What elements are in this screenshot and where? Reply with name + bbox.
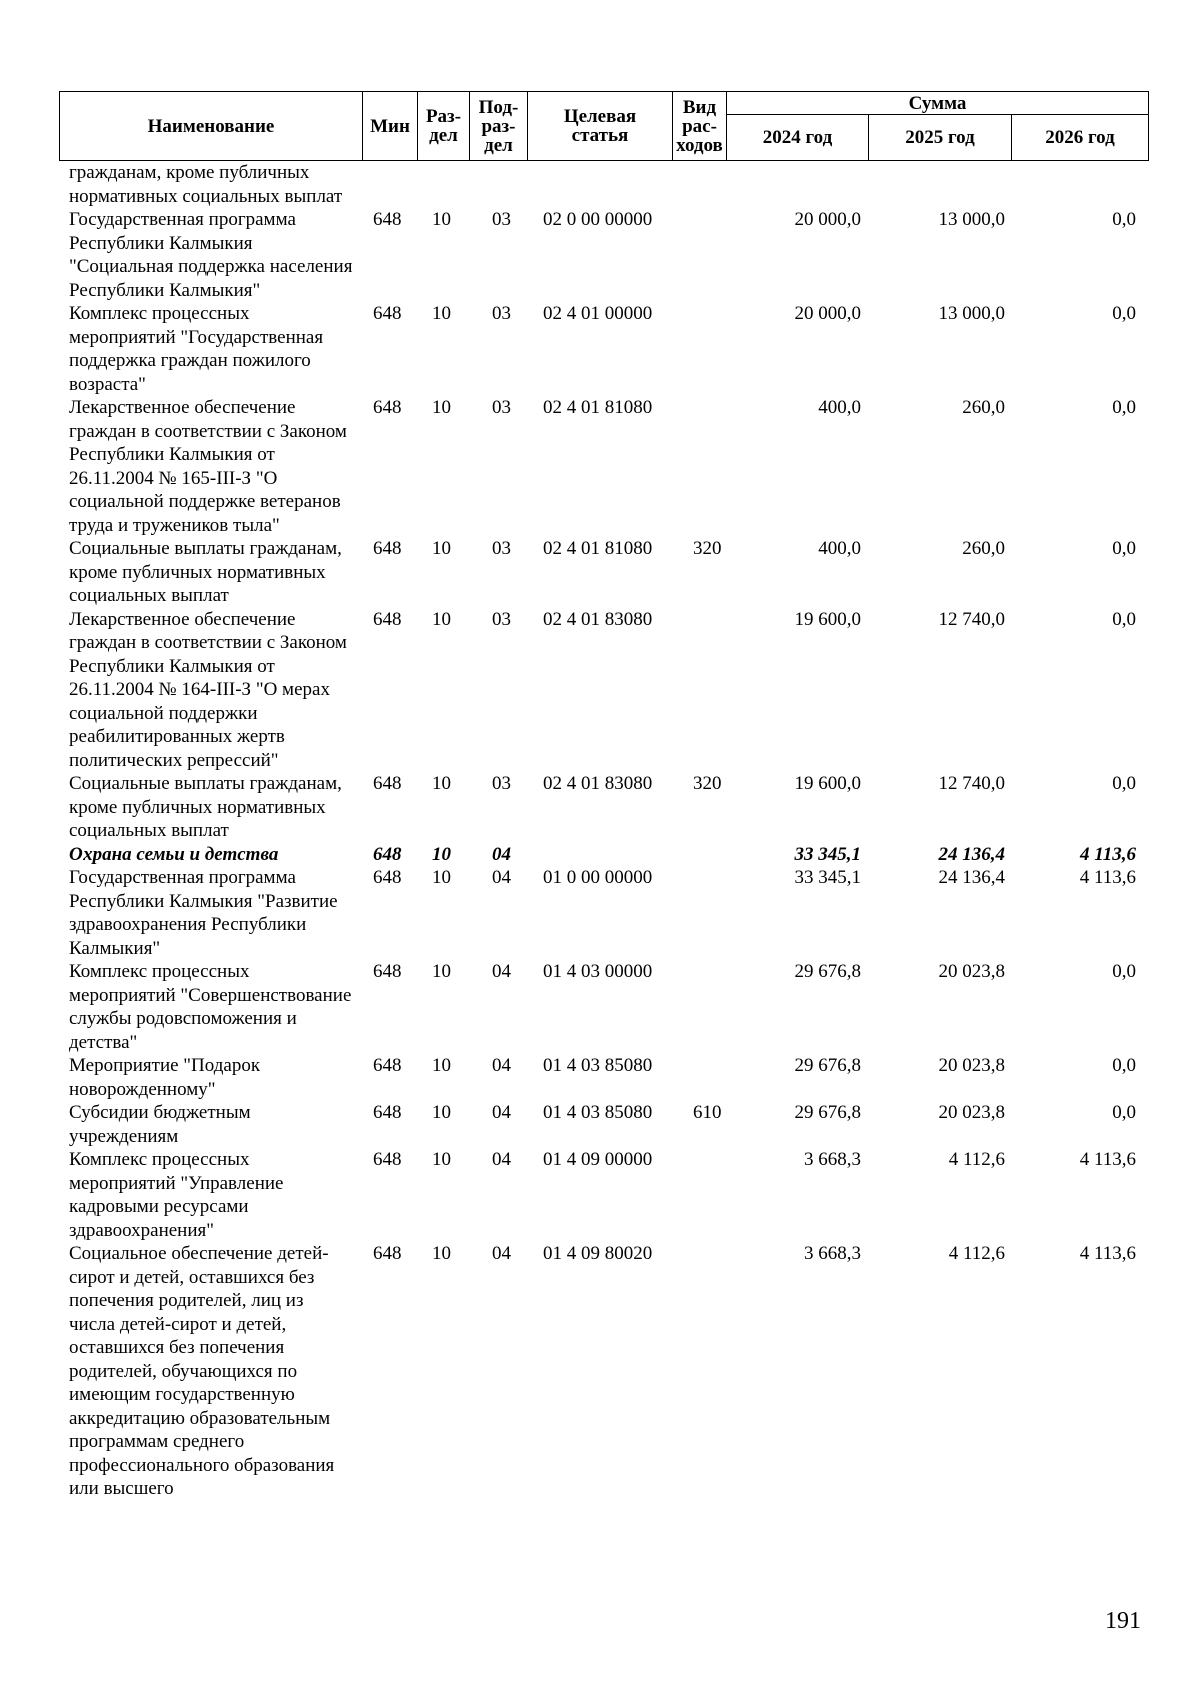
- amount-2026-cell: 0,0: [1112, 961, 1136, 982]
- min-cell: 648: [373, 397, 402, 418]
- header-vid: Вид рас- ходов: [673, 92, 727, 161]
- celevaya-cell: 01 4 03 85080: [543, 1102, 653, 1123]
- amount-2026-cell: 0,0: [1112, 773, 1136, 794]
- razdel-cell: 10: [432, 1149, 451, 1170]
- table-row: [59, 208, 1148, 302]
- min-cell: 648: [373, 608, 402, 630]
- razdel-cell: 10: [432, 961, 451, 982]
- min-cell: 648: [373, 1243, 402, 1264]
- table-row: [59, 608, 1148, 773]
- page-number: 191: [1105, 1608, 1141, 1634]
- celevaya-cell: 02 4 01 83080: [543, 773, 653, 794]
- podrazdel-cell: 04: [492, 1149, 511, 1170]
- header-2026: 2026 год: [1012, 115, 1149, 161]
- amount-2026-cell: 0,0: [1112, 397, 1136, 418]
- table-body: [59, 161, 1148, 1501]
- razdel-cell: 10: [432, 1055, 451, 1076]
- table-row: [59, 1148, 1148, 1242]
- amount-2026-cell: 4 113,6: [1079, 1243, 1136, 1264]
- min-cell: 648: [373, 1149, 402, 1170]
- name-cell: Охрана семьи и детства: [69, 843, 279, 865]
- podrazdel-cell: 04: [492, 1055, 511, 1076]
- amount-2024-cell: 20 000,0: [794, 209, 861, 230]
- name-cell: Комплекс процессных мероприятий "Управление кадровыми ресурсами здравоохранения": [69, 1149, 284, 1241]
- podrazdel-cell: 03: [492, 303, 511, 324]
- table-row: [59, 1101, 1148, 1148]
- amount-2026-cell: 0,0: [1112, 209, 1136, 230]
- name-cell: Комплекс процессных мероприятий "Совершенствование службы родовспоможения и детства": [69, 961, 352, 1053]
- amount-2026-cell: 4 113,6: [1079, 867, 1136, 888]
- amount-2026-cell: 0,0: [1112, 608, 1136, 630]
- razdel-cell: 10: [432, 209, 451, 230]
- amount-2025-cell: 4 112,6: [948, 1149, 1005, 1170]
- amount-2024-cell: 400,0: [818, 538, 861, 559]
- min-cell: 648: [373, 867, 402, 888]
- table-row: [59, 866, 1148, 960]
- celevaya-cell: 01 0 00 00000: [543, 867, 653, 888]
- min-cell: 648: [373, 209, 402, 230]
- razdel-cell: 10: [432, 608, 451, 630]
- razdel-cell: 10: [432, 1243, 451, 1264]
- header-summa: Сумма: [727, 92, 1149, 115]
- amount-2024-cell: 19 600,0: [794, 608, 861, 630]
- table-row: [59, 302, 1148, 396]
- min-cell: 648: [373, 303, 402, 324]
- celevaya-cell: 02 4 01 83080: [543, 608, 653, 630]
- amount-2025-cell: 24 136,4: [938, 867, 1005, 888]
- podrazdel-cell: 03: [492, 538, 511, 559]
- header-2024: 2024 год: [727, 115, 869, 161]
- vid-cell: 320: [693, 538, 722, 559]
- amount-2024-cell: 29 676,8: [794, 961, 861, 982]
- razdel-cell: 10: [432, 303, 451, 324]
- razdel-cell: 10: [432, 773, 451, 794]
- amount-2025-cell: 20 023,8: [938, 1102, 1005, 1123]
- header-2025: 2025 год: [869, 115, 1012, 161]
- table-row: [59, 537, 1148, 608]
- name-cell: Государственная программа Республики Калмыкия "Социальная поддержка населения Республики Калмыкия": [69, 209, 353, 301]
- amount-2024-cell: 29 676,8: [794, 1102, 861, 1123]
- header-podrazdel: Под- раз- дел: [470, 92, 528, 161]
- celevaya-cell: 01 4 09 00000: [543, 1149, 653, 1170]
- podrazdel-cell: 04: [492, 843, 511, 865]
- amount-2026-cell: 0,0: [1112, 1102, 1136, 1123]
- amount-2024-cell: 400,0: [818, 397, 861, 418]
- amount-2025-cell: 12 740,0: [938, 773, 1005, 794]
- table-header: [59, 91, 1149, 161]
- podrazdel-cell: 03: [492, 209, 511, 230]
- amount-2025-cell: 12 740,0: [938, 608, 1005, 630]
- amount-2024-cell: 29 676,8: [794, 1055, 861, 1076]
- podrazdel-cell: 03: [492, 773, 511, 794]
- amount-2025-cell: 260,0: [962, 397, 1005, 418]
- header-celevaya: Целевая статья: [528, 92, 673, 161]
- razdel-cell: 10: [432, 397, 451, 418]
- amount-2026-cell: 0,0: [1112, 1055, 1136, 1076]
- table-row: [59, 396, 1148, 537]
- celevaya-cell: 02 4 01 81080: [543, 397, 653, 418]
- amount-2026-cell: 0,0: [1112, 303, 1136, 324]
- header-name: Наименование: [60, 92, 363, 161]
- amount-2025-cell: 24 136,4: [938, 843, 1005, 865]
- name-cell: Социальные выплаты гражданам, кроме публичных нормативных социальных выплат: [69, 538, 342, 606]
- podrazdel-cell: 04: [492, 867, 511, 888]
- amount-2026-cell: 0,0: [1112, 538, 1136, 559]
- name-cell: Субсидии бюджетным учреждениям: [69, 1102, 251, 1147]
- min-cell: 648: [373, 538, 402, 559]
- amount-2024-cell: 19 600,0: [794, 773, 861, 794]
- name-cell: Лекарственное обеспечение граждан в соответствии с Законом Республики Калмыкия от 26.11.2004 № 164-III-З "О мерах социальной поддержки реабилитированных жертв политических репрессий": [69, 608, 347, 771]
- amount-2026-cell: 4 113,6: [1079, 1149, 1136, 1170]
- amount-2025-cell: 13 000,0: [938, 209, 1005, 230]
- table-row: [59, 1242, 1148, 1501]
- vid-cell: 610: [693, 1102, 722, 1123]
- razdel-cell: 10: [432, 867, 451, 888]
- amount-2024-cell: 20 000,0: [794, 303, 861, 324]
- name-cell: Комплекс процессных мероприятий "Государственная поддержка граждан пожилого возраста": [69, 303, 324, 395]
- celevaya-cell: 01 4 09 80020: [543, 1243, 653, 1264]
- celevaya-cell: 02 4 01 81080: [543, 538, 653, 559]
- podrazdel-cell: 04: [492, 1243, 511, 1264]
- min-cell: 648: [373, 843, 402, 865]
- header-razdel: Раз- дел: [418, 92, 470, 161]
- celevaya-cell: 02 0 00 00000: [543, 209, 653, 230]
- name-cell: Социальное обеспечение детей-сирот и детей, оставшихся без попечения родителей, лиц из числа детей-сирот и детей, оставшихся без попечения родителей, обучающихся по имеющим государственную аккредитацию образовательным программам среднего профессионального образования или высшего: [69, 1243, 335, 1499]
- amount-2025-cell: 20 023,8: [938, 1055, 1005, 1076]
- amount-2024-cell: 33 345,1: [794, 843, 861, 865]
- header-min: Мин: [363, 92, 418, 161]
- budget-table: [59, 91, 1148, 1501]
- min-cell: 648: [373, 773, 402, 794]
- amount-2025-cell: 260,0: [962, 538, 1005, 559]
- razdel-cell: 10: [432, 538, 451, 559]
- podrazdel-cell: 03: [492, 608, 511, 630]
- razdel-cell: 10: [432, 1102, 451, 1123]
- amount-2026-cell: 4 113,6: [1080, 843, 1136, 865]
- name-cell: Государственная программа Республики Калмыкия "Развитие здравоохранения Республики Калмыкия": [69, 867, 338, 959]
- amount-2024-cell: 3 668,3: [804, 1149, 861, 1170]
- amount-2025-cell: 13 000,0: [938, 303, 1005, 324]
- podrazdel-cell: 03: [492, 397, 511, 418]
- table-row: [59, 1054, 1148, 1101]
- celevaya-cell: 02 4 01 00000: [543, 303, 653, 324]
- min-cell: 648: [373, 1102, 402, 1123]
- celevaya-cell: 01 4 03 85080: [543, 1055, 653, 1076]
- podrazdel-cell: 04: [492, 1102, 511, 1123]
- min-cell: 648: [373, 961, 402, 982]
- amount-2025-cell: 20 023,8: [938, 961, 1005, 982]
- amount-2024-cell: 33 345,1: [794, 867, 861, 888]
- celevaya-cell: 01 4 03 00000: [543, 961, 653, 982]
- table-row: [59, 772, 1148, 843]
- table-row: [59, 161, 1148, 208]
- amount-2025-cell: 4 112,6: [948, 1243, 1005, 1264]
- name-cell: Социальные выплаты гражданам, кроме публичных нормативных социальных выплат: [69, 773, 342, 841]
- name-cell: гражданам, кроме публичных нормативных социальных выплат: [69, 162, 343, 207]
- min-cell: 648: [373, 1055, 402, 1076]
- name-cell: Лекарственное обеспечение граждан в соответствии с Законом Республики Калмыкия от 26.11.2004 № 165-III-З "О социальной поддержке ветеранов труда и тружеников тыла": [69, 397, 347, 536]
- table-row: [59, 960, 1148, 1054]
- amount-2024-cell: 3 668,3: [804, 1243, 861, 1264]
- name-cell: Мероприятие "Подарок новорожденному": [69, 1055, 261, 1100]
- razdel-cell: 10: [432, 843, 451, 865]
- podrazdel-cell: 04: [492, 961, 511, 982]
- table-row: [59, 843, 1148, 867]
- vid-cell: 320: [693, 773, 722, 794]
